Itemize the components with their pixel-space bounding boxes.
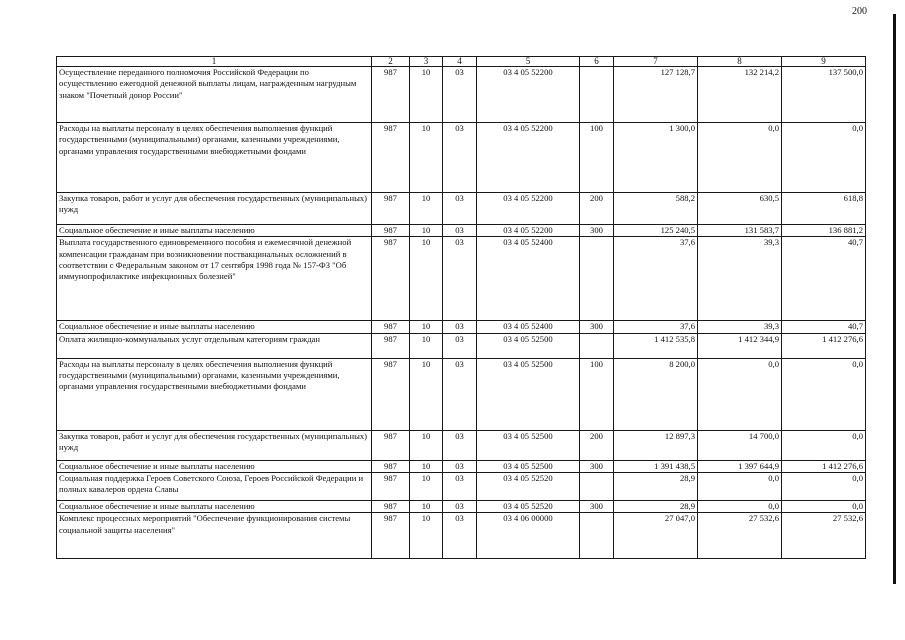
page-edge-rule [893, 14, 896, 584]
row-name: Осуществление переданного полномочия Российской Федерации по осуществлению ежегодной денежной выплаты лицам, награжденным нагрудным знаком "Почетный донор России" [57, 67, 372, 123]
cell-amount: 127 128,7 [614, 67, 698, 123]
cell-amount: 27 532,6 [782, 513, 866, 559]
cell-amount: 132 214,2 [698, 67, 782, 123]
cell-target: 03 4 06 00000 [477, 513, 580, 559]
cell-amount: 588,2 [614, 193, 698, 225]
cell-code: 987 [372, 237, 410, 321]
cell-section: 10 [410, 67, 443, 123]
cell-section: 10 [410, 501, 443, 513]
cell-target: 03 4 05 52200 [477, 193, 580, 225]
cell-subsection: 03 [443, 237, 477, 321]
budget-table [56, 56, 866, 559]
cell-expense-type: 100 [580, 358, 614, 430]
row-name: Социальное обеспечение и иные выплаты населению [57, 321, 372, 333]
cell-target: 03 4 05 52400 [477, 321, 580, 333]
cell-subsection: 03 [443, 460, 477, 472]
header-cell: 8 [698, 57, 782, 67]
table-row [57, 333, 866, 358]
row-name: Социальное обеспечение и иные выплаты населению [57, 460, 372, 472]
cell-amount: 8 200,0 [614, 358, 698, 430]
cell-subsection: 03 [443, 225, 477, 237]
cell-amount: 27 532,6 [698, 513, 782, 559]
cell-expense-type: 300 [580, 321, 614, 333]
cell-code: 987 [372, 321, 410, 333]
cell-amount: 14 700,0 [698, 430, 782, 460]
cell-amount: 0,0 [782, 123, 866, 193]
cell-amount: 37,6 [614, 237, 698, 321]
page-number: 200 [852, 6, 867, 17]
cell-expense-type: 300 [580, 225, 614, 237]
cell-expense-type: 300 [580, 460, 614, 472]
cell-code: 987 [372, 513, 410, 559]
cell-section: 10 [410, 225, 443, 237]
cell-section: 10 [410, 358, 443, 430]
cell-amount: 0,0 [698, 501, 782, 513]
cell-section: 10 [410, 513, 443, 559]
header-cell: 3 [410, 57, 443, 67]
header-cell: 6 [580, 57, 614, 67]
cell-subsection: 03 [443, 430, 477, 460]
cell-amount: 1 412 344,9 [698, 333, 782, 358]
cell-subsection: 03 [443, 513, 477, 559]
cell-amount: 28,9 [614, 473, 698, 501]
header-cell: 1 [57, 57, 372, 67]
cell-amount: 1 397 644,9 [698, 460, 782, 472]
cell-section: 10 [410, 237, 443, 321]
cell-amount: 12 897,3 [614, 430, 698, 460]
cell-target: 03 4 05 52200 [477, 123, 580, 193]
cell-amount: 0,0 [698, 358, 782, 430]
cell-amount: 39,3 [698, 321, 782, 333]
header-cell: 5 [477, 57, 580, 67]
cell-code: 987 [372, 473, 410, 501]
cell-amount: 137 500,0 [782, 67, 866, 123]
table-row [57, 513, 866, 559]
cell-section: 10 [410, 333, 443, 358]
cell-expense-type [580, 67, 614, 123]
cell-amount: 28,9 [614, 501, 698, 513]
cell-expense-type [580, 513, 614, 559]
cell-subsection: 03 [443, 333, 477, 358]
row-name: Закупка товаров, работ и услуг для обеспечения государственных (муниципальных) нужд [57, 430, 372, 460]
cell-section: 10 [410, 430, 443, 460]
table-row [57, 193, 866, 225]
cell-code: 987 [372, 501, 410, 513]
table-row [57, 430, 866, 460]
cell-amount: 1 412 276,6 [782, 460, 866, 472]
cell-amount: 39,3 [698, 237, 782, 321]
cell-subsection: 03 [443, 123, 477, 193]
cell-subsection: 03 [443, 193, 477, 225]
cell-expense-type: 300 [580, 501, 614, 513]
table-row [57, 501, 866, 513]
cell-amount: 37,6 [614, 321, 698, 333]
cell-amount: 0,0 [698, 123, 782, 193]
row-name: Расходы на выплаты персоналу в целях обеспечения выполнения функций государственными (муниципальными) органами, казенными учреждениями, органами управления государственными внебюджетными фондами [57, 123, 372, 193]
cell-amount: 0,0 [698, 473, 782, 501]
cell-expense-type: 100 [580, 123, 614, 193]
table-header-row [57, 57, 866, 67]
cell-expense-type [580, 473, 614, 501]
cell-section: 10 [410, 123, 443, 193]
cell-code: 987 [372, 193, 410, 225]
cell-amount: 0,0 [782, 358, 866, 430]
cell-code: 987 [372, 67, 410, 123]
cell-code: 987 [372, 333, 410, 358]
cell-amount: 40,7 [782, 321, 866, 333]
cell-section: 10 [410, 460, 443, 472]
cell-target: 03 4 05 52200 [477, 225, 580, 237]
cell-expense-type [580, 237, 614, 321]
cell-expense-type [580, 333, 614, 358]
header-cell: 2 [372, 57, 410, 67]
cell-target: 03 4 05 52520 [477, 501, 580, 513]
cell-section: 10 [410, 321, 443, 333]
table-row [57, 123, 866, 193]
cell-amount: 0,0 [782, 430, 866, 460]
cell-code: 987 [372, 225, 410, 237]
cell-amount: 0,0 [782, 473, 866, 501]
row-name: Выплата государственного единовременного пособия и ежемесячной денежной компенсации гражданам при возникновении поствакцинальных осложнений в соответствии с Федеральным законом от 17 сентября 1998 года № 157-ФЗ "Об иммунопрофилактике инфекционных болезней" [57, 237, 372, 321]
cell-target: 03 4 05 52500 [477, 430, 580, 460]
table-row [57, 225, 866, 237]
row-name: Социальное обеспечение и иные выплаты населению [57, 225, 372, 237]
cell-amount: 630,5 [698, 193, 782, 225]
cell-amount: 1 391 438,5 [614, 460, 698, 472]
row-name: Социальная поддержка Героев Советского Союза, Героев Российской Федерации и полных кавалеров ордена Славы [57, 473, 372, 501]
cell-amount: 618,8 [782, 193, 866, 225]
cell-target: 03 4 05 52500 [477, 460, 580, 472]
row-name: Комплекс процессных мероприятий "Обеспечение функционирования системы социальной защиты населения" [57, 513, 372, 559]
table-row [57, 321, 866, 333]
table-row [57, 358, 866, 430]
row-name: Расходы на выплаты персоналу в целях обеспечения выполнения функций государственными (муниципальными) органами, казенными учреждениями, органами управления государственными внебюджетными фондами [57, 358, 372, 430]
row-name: Оплата жилищно-коммунальных услуг отдельным категориям граждан [57, 333, 372, 358]
header-cell: 7 [614, 57, 698, 67]
cell-subsection: 03 [443, 321, 477, 333]
cell-amount: 1 412 276,6 [782, 333, 866, 358]
cell-amount: 0,0 [782, 501, 866, 513]
header-cell: 9 [782, 57, 866, 67]
table-row [57, 460, 866, 472]
cell-amount: 131 583,7 [698, 225, 782, 237]
header-cell: 4 [443, 57, 477, 67]
cell-subsection: 03 [443, 67, 477, 123]
cell-amount: 40,7 [782, 237, 866, 321]
cell-amount: 136 881,2 [782, 225, 866, 237]
table-row [57, 67, 866, 123]
cell-code: 987 [372, 358, 410, 430]
table-row [57, 237, 866, 321]
cell-amount: 125 240,5 [614, 225, 698, 237]
cell-target: 03 4 05 52200 [477, 67, 580, 123]
cell-amount: 27 047,0 [614, 513, 698, 559]
cell-subsection: 03 [443, 501, 477, 513]
cell-code: 987 [372, 430, 410, 460]
cell-target: 03 4 05 52500 [477, 358, 580, 430]
cell-expense-type: 200 [580, 193, 614, 225]
cell-target: 03 4 05 52400 [477, 237, 580, 321]
cell-subsection: 03 [443, 358, 477, 430]
row-name: Социальное обеспечение и иные выплаты населению [57, 501, 372, 513]
cell-amount: 1 300,0 [614, 123, 698, 193]
cell-code: 987 [372, 460, 410, 472]
cell-target: 03 4 05 52520 [477, 473, 580, 501]
cell-target: 03 4 05 52500 [477, 333, 580, 358]
cell-amount: 1 412 535,8 [614, 333, 698, 358]
cell-section: 10 [410, 193, 443, 225]
cell-expense-type: 200 [580, 430, 614, 460]
cell-section: 10 [410, 473, 443, 501]
table-row [57, 473, 866, 501]
cell-subsection: 03 [443, 473, 477, 501]
row-name: Закупка товаров, работ и услуг для обеспечения государственных (муниципальных) нужд [57, 193, 372, 225]
cell-code: 987 [372, 123, 410, 193]
